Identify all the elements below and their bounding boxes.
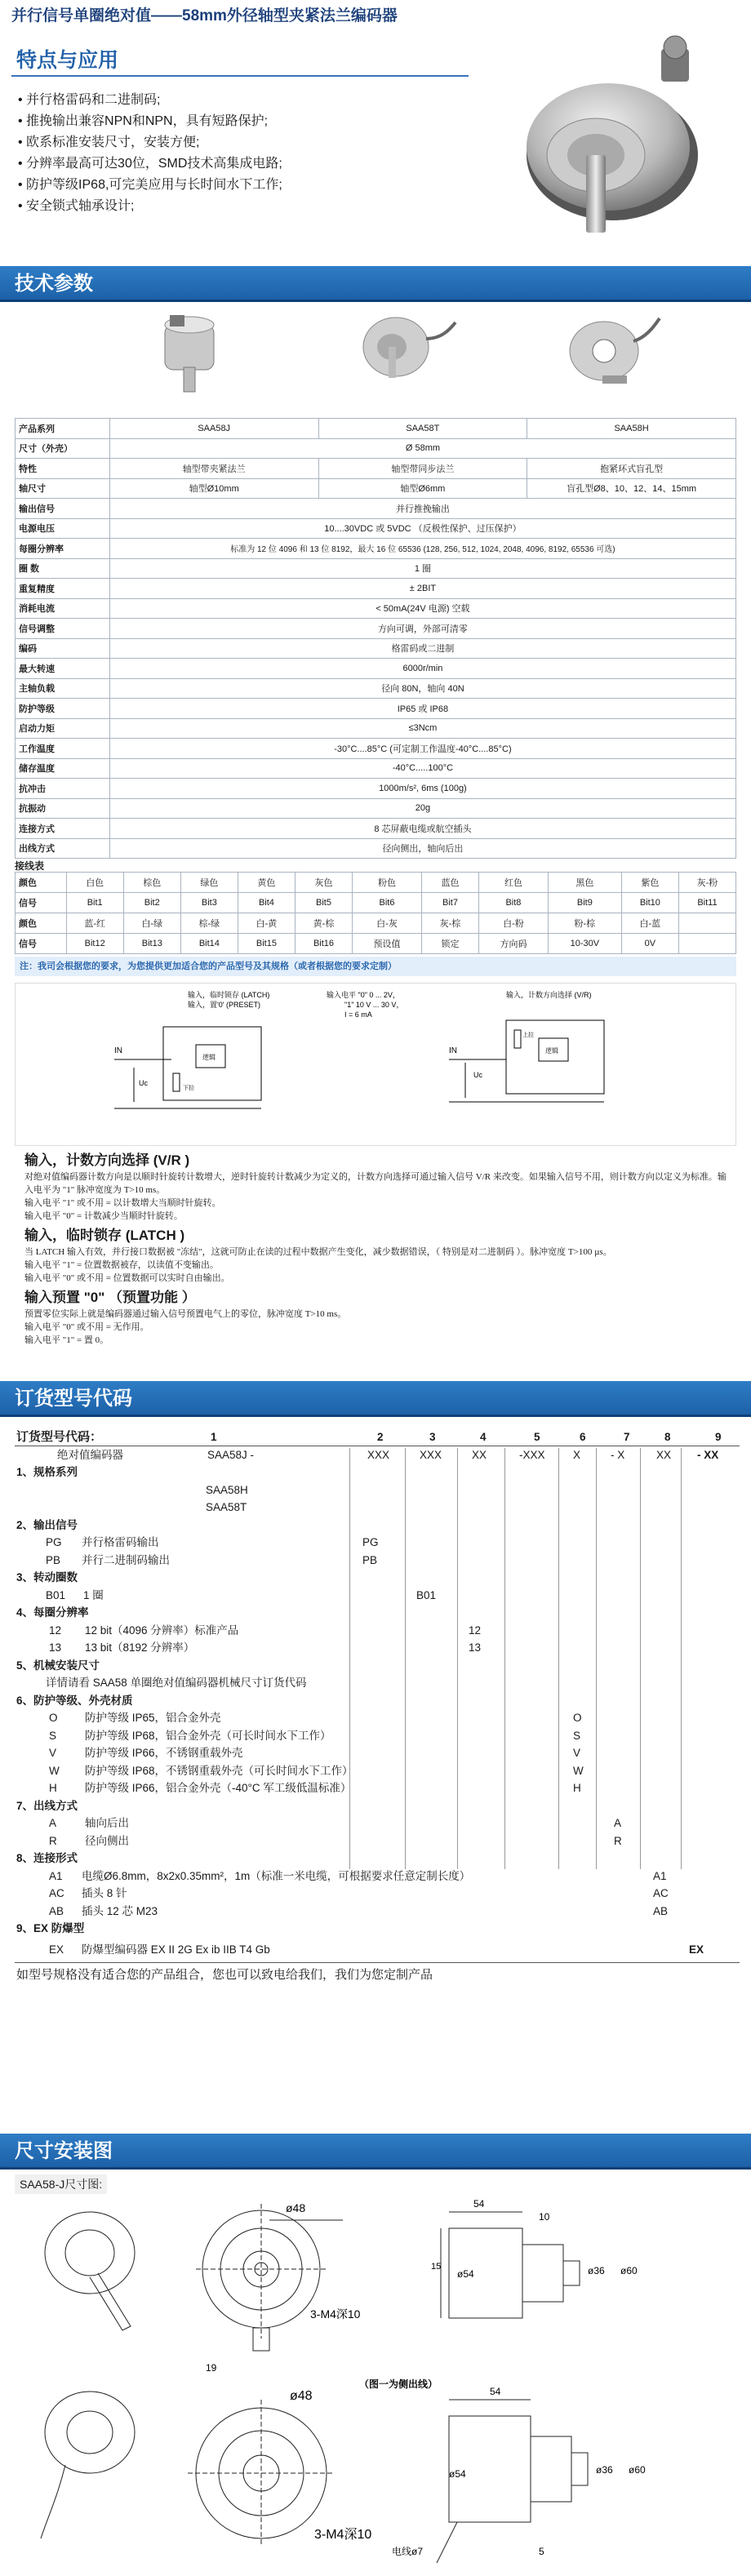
- text-cell: 输入电平 "0" = 计数减少当顺时针旋转。: [24, 1211, 183, 1221]
- text-cell: PG: [362, 1536, 379, 1548]
- text-cell: Bit5: [295, 893, 352, 913]
- text-cell: 工作温度: [16, 739, 110, 759]
- order-heading: 订货型号代码: [0, 1381, 751, 1417]
- text-cell: 蓝-红: [66, 913, 123, 934]
- text-cell: 并行二进制码输出: [82, 1553, 170, 1566]
- text-cell: 6000r/min: [109, 659, 735, 679]
- text-cell: 1 圈: [83, 1588, 104, 1601]
- text-cell: 主轴负载: [16, 678, 110, 699]
- feature-item: • 欧系标准安装尺寸，安装方便;: [18, 135, 200, 149]
- text-cell: Bit2: [123, 893, 180, 913]
- feature-item: • 分辨率最高可达30位，SMD技术高集成电路;: [18, 157, 282, 171]
- order-code-table: [15, 1428, 740, 1987]
- circuit-diagram: [114, 988, 718, 1143]
- text-cell: 9: [715, 1431, 722, 1443]
- table-row: [16, 934, 736, 954]
- text-cell: IN: [449, 1046, 457, 1055]
- text-cell: B01: [46, 1588, 66, 1601]
- text-cell: PB: [46, 1553, 61, 1566]
- text-cell: O: [49, 1712, 58, 1724]
- text-cell: 15: [431, 2262, 442, 2272]
- text-cell: 12: [469, 1623, 482, 1637]
- text-cell: 4: [480, 1431, 487, 1443]
- text-cell: 棕-绿: [180, 913, 238, 934]
- text-cell: 插头 12 芯 M23: [82, 1904, 158, 1917]
- text-cell: Bit9: [548, 893, 621, 913]
- features-heading: 特点与应用: [16, 49, 119, 72]
- text-cell: 防护等级 IP65，铝合金外壳: [85, 1712, 221, 1724]
- encoder-photo: [498, 33, 710, 249]
- text-cell: 7: [624, 1431, 630, 1443]
- text-cell: EX: [49, 1943, 64, 1956]
- text-cell: H: [573, 1782, 581, 1794]
- product-photo-saa58h: [555, 309, 661, 390]
- text-cell: Bit4: [238, 893, 295, 913]
- text-cell: 防护等级: [16, 699, 110, 719]
- text-cell: 轴尺寸: [16, 478, 110, 499]
- text-cell: 4、每圈分辨率: [16, 1606, 89, 1619]
- text-cell: 最大转速: [16, 659, 110, 679]
- text-cell: 10....30VDC 或 5VDC （反极性保护、过压保护）: [109, 518, 735, 539]
- text-cell: 输入电平 "1" = 置 0。: [24, 1335, 109, 1345]
- circuit-label: 输入，临时锁存 (LATCH): [188, 991, 270, 999]
- text-cell: 粉-棕: [548, 913, 621, 934]
- table-row: [16, 779, 736, 799]
- text-cell: W: [49, 1764, 60, 1777]
- text-cell: Bit16: [295, 934, 352, 954]
- text-cell: 颜色: [16, 873, 67, 893]
- text-cell: Bit11: [678, 893, 735, 913]
- text-cell: 9、EX 防爆型: [16, 1922, 85, 1934]
- text-cell: 方向可调，外部可清零: [109, 619, 735, 639]
- page-title: 并行信号单圈绝对值——58mm外径轴型夹紧法兰编码器: [11, 7, 398, 24]
- text-cell: ø54: [457, 2268, 474, 2280]
- text-cell: 红色: [479, 873, 549, 893]
- circuit-label: I = 6 mA: [344, 1010, 372, 1019]
- text-cell: 颜色: [16, 913, 67, 934]
- text-cell: 预置零位实际上就是编码器通过输入信号预置电气上的零位，脉冲宽度 T>10 ms。: [24, 1309, 347, 1319]
- text-cell: ø48: [286, 2201, 306, 2214]
- text-cell: 对绝对值编码器计数方向是以顺时针旋转计数增大，逆时针旋转计数减少为定义的，计数方向选择可通过输入信号 V/R 来改变。如果输入信号不用，则计数方向以定义为标准。输入电平为 "1" 脉冲宽度为 T>10 ms。: [24, 1172, 727, 1195]
- text-cell: -30°C....85°C (可定制工作温度-40°C....85°C): [109, 739, 735, 759]
- table-row: [16, 419, 736, 439]
- text-cell: 12 bit（4096 分辨率）标准产品: [85, 1623, 239, 1637]
- text-cell: 分辨率最高可达30位，SMD技术高集成电路;: [26, 157, 282, 171]
- text-cell: 6: [580, 1431, 586, 1443]
- text-cell: 信号: [16, 893, 67, 913]
- text-cell: A1: [49, 1869, 63, 1882]
- text-cell: 特性: [16, 459, 110, 479]
- text-cell: 逻辑: [545, 1047, 558, 1055]
- text-cell: 绝对值编码器: [57, 1448, 123, 1461]
- text-cell: PB: [362, 1553, 378, 1566]
- dim-heading: 尺寸安装图: [0, 2134, 751, 2170]
- table-row: [16, 539, 736, 559]
- text-cell: 产品系列: [16, 419, 110, 439]
- text-cell: Bit14: [180, 934, 238, 954]
- text-cell: 储存温度: [16, 758, 110, 779]
- text-cell: - X: [611, 1448, 625, 1461]
- text-cell: ≤3Ncm: [109, 718, 735, 739]
- text-cell: SAA58H: [527, 419, 736, 439]
- dimension-drawing: [16, 2196, 735, 2571]
- text-cell: - XX: [697, 1448, 719, 1461]
- text-cell: 8 芯屏蔽电缆或航空插头: [109, 819, 735, 839]
- text-cell: 黑色: [548, 873, 621, 893]
- table-row: [16, 638, 736, 659]
- text-cell: 每圈分辨率: [16, 539, 110, 559]
- text-cell: ø60: [620, 2265, 638, 2276]
- feature-item: • 防护等级IP68,可完美应用与长时间水下工作;: [18, 178, 282, 192]
- text-cell: Bit12: [66, 934, 123, 954]
- text-cell: 电源电压: [16, 518, 110, 539]
- text-cell: 输入电平 "0" 或不用 = 位置数据可以实时自由输出。: [24, 1273, 230, 1283]
- order-row: [15, 1446, 740, 1464]
- tech-heading: 技术参数: [0, 266, 751, 302]
- table-row: [16, 619, 736, 639]
- text-cell: 5: [534, 1431, 540, 1443]
- text-cell: H: [49, 1782, 57, 1794]
- text-cell: Bit10: [621, 893, 678, 913]
- text-cell: Bit13: [123, 934, 180, 954]
- text-cell: 1: [211, 1431, 217, 1443]
- text-cell: SAA58T: [318, 419, 527, 439]
- text-cell: 方向码: [479, 934, 549, 954]
- circuit-label: 输入电平 "0" 0 ... 2V，: [327, 991, 400, 999]
- text-cell: 轴向后出: [85, 1817, 129, 1829]
- circuit-label: 输入，置'0' (PRESET): [188, 1001, 260, 1009]
- text-cell: 黄-棕: [295, 913, 352, 934]
- text-cell: 5、机械安装尺寸: [16, 1659, 100, 1672]
- table-row: [16, 499, 736, 519]
- text-cell: 灰-棕: [421, 913, 478, 934]
- table-row: [16, 598, 736, 619]
- text-cell: 径向侧出: [85, 1834, 129, 1847]
- io-heading: 输入，计数方向选择 (V/R ): [24, 1153, 190, 1168]
- text-cell: 绿色: [180, 873, 238, 893]
- text-cell: 标准为 12 位 4096 和 13 位 8192，最大 16 位 65536 (128, 256, 512, 1024, 2048, 4096, 8192, 65536 可选): [109, 539, 735, 559]
- text-cell: 白-灰: [353, 913, 422, 934]
- text-cell: 54: [473, 2198, 485, 2210]
- text-cell: 10: [539, 2211, 550, 2223]
- text-cell: 如型号规格没有适合您的产品组合，您也可以致电给我们，我们为您定制产品: [16, 1967, 433, 1982]
- table-row: [16, 659, 736, 679]
- text-cell: 当 LATCH 输入有效，并行接口数据被 "冻结"，这就可防止在读的过程中数据产生变化，减少数据错误，（ 特别是对二进制码 ）。脉冲宽度 T>100 µs。: [24, 1247, 612, 1257]
- product-photo-saa58j: [147, 309, 229, 398]
- circuit-label: 输入，计数方向选择 (V/R): [506, 991, 592, 999]
- text-cell: 防护等级 IP66，铝合金外壳（-40°C 军工级低温标准）: [85, 1782, 352, 1794]
- text-cell: SAA58J: [109, 419, 318, 439]
- text-cell: B01: [416, 1588, 437, 1601]
- text-cell: XX: [656, 1448, 672, 1461]
- circuit-right: [449, 1020, 604, 1102]
- text-cell: 并行格雷码输出: [82, 1536, 159, 1548]
- text-cell: 锁定: [421, 934, 478, 954]
- text-cell: IP65 或 IP68: [109, 699, 735, 719]
- text-cell: 圈 数: [16, 558, 110, 579]
- table-row: [16, 739, 736, 759]
- text-cell: ø36: [596, 2464, 613, 2476]
- table-row: [16, 893, 736, 913]
- spec-table: [15, 418, 736, 859]
- text-cell: AB: [653, 1904, 669, 1917]
- text-cell: 54: [490, 2386, 501, 2397]
- wiring-note: 注：我司会根据您的要求，为您提供更加适合您的产品型号及其规格（或者根据您的要求定制）: [15, 957, 736, 976]
- table-row: [16, 819, 736, 839]
- text-cell: 白-绿: [123, 913, 180, 934]
- text-cell: （图一为侧出线）: [359, 2378, 438, 2390]
- text-cell: 棕色: [123, 873, 180, 893]
- text-cell: 轴型Ø6mm: [318, 478, 527, 499]
- text-cell: Bit1: [66, 893, 123, 913]
- io-heading: 输入，临时锁存 (LATCH ): [24, 1228, 185, 1243]
- text-cell: 轴型带同步法兰: [318, 459, 527, 479]
- text-cell: SAA58J -: [207, 1448, 255, 1461]
- text-cell: 2: [377, 1431, 384, 1443]
- feature-item: • 并行格雷码和二进制码;: [18, 93, 161, 107]
- text-cell: 输入电平 "1" 或不用 = 以计数增大当顺时针旋转。: [24, 1198, 221, 1208]
- text-cell: PG: [46, 1536, 62, 1548]
- text-cell: AC: [653, 1887, 669, 1899]
- table-row: [16, 518, 736, 539]
- text-cell: S: [573, 1729, 581, 1742]
- table-row: [16, 873, 736, 893]
- text-cell: O: [573, 1712, 582, 1724]
- text-cell: 8、连接形式: [16, 1852, 78, 1864]
- table-row: [16, 718, 736, 739]
- text-cell: ø36: [588, 2265, 605, 2276]
- text-cell: 下拉: [183, 1086, 194, 1091]
- text-cell: 输出信号: [16, 499, 110, 519]
- text-cell: 输入电平 "0" 或不用 = 无作用。: [24, 1322, 149, 1332]
- text-cell: 19: [206, 2362, 217, 2374]
- text-cell: 轴型Ø10mm: [109, 478, 318, 499]
- text-cell: 8: [664, 1431, 671, 1443]
- text-cell: 13 bit（8192 分辨率）: [85, 1641, 195, 1654]
- table-row: [16, 678, 736, 699]
- text-cell: 紫色: [621, 873, 678, 893]
- text-cell: Uc: [139, 1079, 148, 1087]
- text-cell: XXX: [420, 1448, 442, 1461]
- text-cell: Bit3: [180, 893, 238, 913]
- text-cell: 7、出线方式: [16, 1799, 78, 1812]
- table-row: [16, 478, 736, 499]
- text-cell: V: [573, 1747, 581, 1759]
- text-cell: 灰-粉: [678, 873, 735, 893]
- text-cell: 1000m/s², 6ms (100g): [109, 779, 735, 799]
- text-cell: 3、转动圈数: [16, 1571, 78, 1583]
- circuit-label: "1" 10 V ... 30 V，: [344, 1001, 404, 1009]
- text-cell: 启动力矩: [16, 718, 110, 739]
- text-cell: -XXX: [519, 1448, 545, 1461]
- text-cell: 径向侧出，轴向后出: [109, 838, 735, 859]
- text-cell: ø54: [449, 2468, 466, 2480]
- text-cell: -40°C.....100°C: [109, 758, 735, 779]
- text-cell: 6、防护等级、外壳材质: [16, 1694, 133, 1707]
- text-cell: XX: [472, 1448, 487, 1461]
- text-cell: 重复精度: [16, 579, 110, 599]
- text-cell: ± 2BIT: [109, 579, 735, 599]
- text-cell: [678, 913, 735, 934]
- table-row: [16, 438, 736, 459]
- text-cell: 3-M4深10: [310, 2307, 361, 2321]
- features-underline: [11, 75, 469, 77]
- text-cell: 详情请看 SAA58 单圈绝对值编码器机械尺寸订货代码: [46, 1677, 307, 1689]
- text-cell: 灰色: [295, 873, 352, 893]
- table-row: [16, 459, 736, 479]
- circuit-left: [114, 1027, 261, 1108]
- text-cell: 并行格雷码和二进制码;: [26, 93, 161, 107]
- text-cell: 欧系标准安装尺寸，安装方便;: [26, 135, 200, 149]
- feature-item: • 推挽输出兼容NPN和NPN，具有短路保护;: [18, 114, 269, 128]
- text-cell: 白色: [66, 873, 123, 893]
- text-cell: 粉色: [353, 873, 422, 893]
- text-cell: 信号调整: [16, 619, 110, 639]
- text-cell: S: [49, 1729, 57, 1742]
- text-cell: 20g: [109, 798, 735, 819]
- text-cell: 黄色: [238, 873, 295, 893]
- text-cell: 盲孔型Ø8、10、12、14、15mm: [527, 478, 736, 499]
- text-cell: 1、规格系列: [16, 1466, 78, 1478]
- text-cell: 电线ø7: [392, 2546, 424, 2557]
- table-row: [16, 758, 736, 779]
- text-cell: SAA58T: [206, 1501, 247, 1513]
- features-list: [18, 90, 282, 217]
- text-cell: A: [614, 1817, 622, 1829]
- text-cell: 出线方式: [16, 838, 110, 859]
- text-cell: 13: [469, 1641, 482, 1654]
- io-description: [24, 1151, 735, 1347]
- text-cell: 安全锁式轴承设计;: [26, 199, 135, 213]
- text-cell: AC: [49, 1887, 64, 1899]
- wiring-table: [15, 872, 736, 954]
- text-cell: X: [573, 1448, 581, 1461]
- table-row: [16, 838, 736, 859]
- text-cell: ø48: [290, 2389, 313, 2403]
- text-cell: 并行推挽输出: [109, 499, 735, 519]
- text-cell: 订货型号代码：: [16, 1430, 103, 1444]
- dim-subtitle: SAA58-J尺寸图:: [15, 2174, 107, 2194]
- text-cell: 格雷码或二进制: [109, 638, 735, 659]
- text-cell: Bit7: [421, 893, 478, 913]
- table-row: [16, 699, 736, 719]
- table-row: [16, 558, 736, 579]
- text-cell: R: [614, 1834, 622, 1847]
- text-cell: Bit15: [238, 934, 295, 954]
- text-cell: R: [49, 1834, 57, 1847]
- product-photo-saa58t: [351, 306, 457, 388]
- text-cell: 1 圈: [109, 558, 735, 579]
- table-row: [16, 579, 736, 599]
- text-cell: 0V: [621, 934, 678, 954]
- text-cell: 防护等级 IP68，不锈钢重载外壳（可长时间水下工作）: [85, 1764, 353, 1777]
- text-cell: V: [49, 1747, 57, 1759]
- wiring-title: 接线表: [15, 860, 45, 872]
- text-cell: 逻辑: [202, 1054, 216, 1061]
- text-cell: 12: [49, 1623, 62, 1637]
- text-cell: 插头 8 针: [82, 1887, 127, 1899]
- text-cell: 10-30V: [548, 934, 621, 954]
- text-cell: 电缆Ø6.8mm，8x2x0.35mm²，1m（标准一米电缆，可根据要求任意定制长度）: [82, 1869, 471, 1882]
- text-cell: 13: [49, 1641, 62, 1654]
- text-cell: Ø 58mm: [109, 438, 735, 459]
- text-cell: 蓝色: [421, 873, 478, 893]
- text-cell: 预设值: [353, 934, 422, 954]
- text-cell: W: [573, 1764, 584, 1777]
- text-cell: 3-M4深10: [314, 2528, 372, 2542]
- text-cell: 抗振动: [16, 798, 110, 819]
- text-cell: 防护等级IP68,可完美应用与长时间水下工作;: [26, 178, 282, 192]
- text-cell: 白-粉: [479, 913, 549, 934]
- text-cell: 推挽输出兼容NPN和NPN，具有短路保护;: [26, 114, 269, 128]
- io-heading: 输入预置 "0" （预置功能 ）: [24, 1290, 196, 1305]
- text-cell: 抱紧环式盲孔型: [527, 459, 736, 479]
- text-cell: Uc: [473, 1071, 482, 1079]
- text-cell: 径向 80N，轴向 40N: [109, 678, 735, 699]
- text-cell: 抗冲击: [16, 779, 110, 799]
- text-cell: 尺寸（外壳）: [16, 438, 110, 459]
- text-cell: 2、输出信号: [16, 1518, 78, 1531]
- text-cell: IN: [114, 1046, 122, 1055]
- table-row: [16, 913, 736, 934]
- text-cell: 轴型带夹紧法兰: [109, 459, 318, 479]
- text-cell: SAA58H: [206, 1483, 248, 1496]
- text-cell: 输入电平 "1" = 位置数据被存，以读值不变输出。: [24, 1260, 219, 1270]
- text-cell: [678, 934, 735, 954]
- text-cell: A1: [653, 1869, 667, 1882]
- text-cell: 5: [539, 2546, 544, 2557]
- text-cell: 消耗电流: [16, 598, 110, 619]
- text-cell: 防护等级 IP66，不锈钢重载外壳: [85, 1747, 243, 1759]
- text-cell: Bit8: [479, 893, 549, 913]
- feature-item: • 安全锁式轴承设计;: [18, 199, 135, 213]
- text-cell: 白-黄: [238, 913, 295, 934]
- text-cell: EX: [689, 1943, 704, 1956]
- text-cell: A: [49, 1817, 57, 1829]
- text-cell: 防爆型编码器 EX II 2G Ex ib IIB T4 Gb: [82, 1943, 270, 1956]
- text-cell: < 50mA(24V 电源) 空载: [109, 598, 735, 619]
- text-cell: XXX: [367, 1448, 390, 1461]
- text-cell: AB: [49, 1904, 64, 1917]
- table-row: [16, 798, 736, 819]
- text-cell: 信号: [16, 934, 67, 954]
- text-cell: ø60: [629, 2464, 646, 2476]
- text-cell: Bit6: [353, 893, 422, 913]
- text-cell: 上拉: [522, 1033, 534, 1038]
- order-head-row: [15, 1428, 740, 1446]
- text-cell: 白-蓝: [621, 913, 678, 934]
- text-cell: 编码: [16, 638, 110, 659]
- text-cell: 3: [429, 1431, 436, 1443]
- text-cell: 防护等级 IP68，铝合金外壳（可长时间水下工作）: [85, 1729, 331, 1742]
- text-cell: 连接方式: [16, 819, 110, 839]
